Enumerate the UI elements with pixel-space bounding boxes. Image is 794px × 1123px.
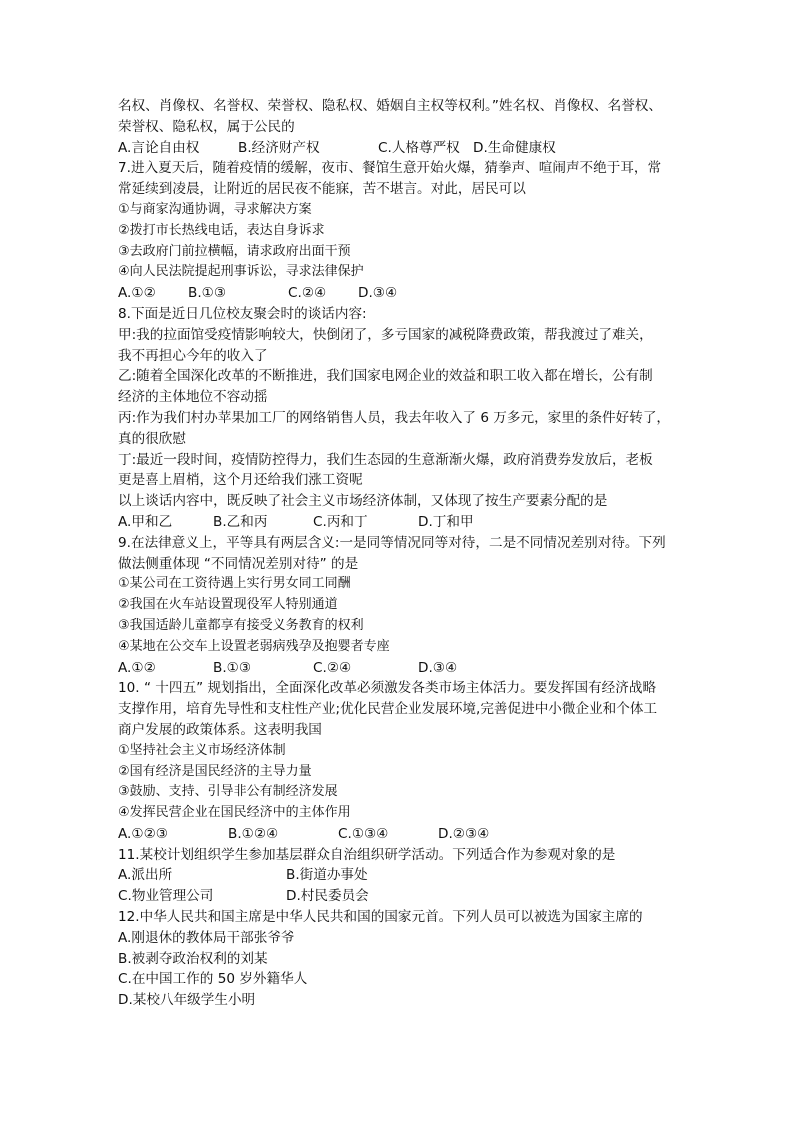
q9-item: ③我国适龄儿童都享有接受义务教育的权利 bbox=[118, 617, 364, 633]
option: A.①② bbox=[118, 285, 156, 302]
q9-stem-line: 做法侧重体现 “不同情况差别对待” 的是 bbox=[118, 555, 359, 572]
option: D.生命健康权 bbox=[473, 139, 556, 156]
q10-item: ④发挥民营企业在国民经济中的主体作用 bbox=[118, 805, 351, 821]
q10-item: ①坚持社会主义市场经济体制 bbox=[118, 742, 286, 758]
q7-options bbox=[118, 283, 684, 304]
q8-dialogue-line: 乙:随着全国深化改革的不断推进，我们国家电网企业的效益和职工收入都在增长，公有制 bbox=[118, 368, 653, 385]
q7-stem-line: 常延续到凌晨，让附近的居民夜不能寐，苦不堪言。对此，居民可以 bbox=[118, 181, 526, 198]
q6-options bbox=[118, 138, 684, 159]
option: D.村民委员会 bbox=[286, 888, 369, 905]
option: B.街道办事处 bbox=[286, 867, 368, 884]
option: D.③④ bbox=[418, 659, 458, 676]
q6-stem-line: 名权、肖像权、名誉权、荣誉权、隐私权、婚姻自主权等权利。”姓名权、肖像权、名誉权、 bbox=[118, 98, 662, 114]
q10-item: ②国有经济是国民经济的主导力量 bbox=[118, 763, 312, 779]
q10-options bbox=[118, 824, 684, 845]
q11-options-row bbox=[118, 886, 684, 907]
option: D.②③④ bbox=[438, 825, 490, 842]
q12-option: C.在中国工作的 50 岁外籍华人 bbox=[118, 971, 308, 988]
q6-stem-line: 荣誉权、隐私权，属于公民的 bbox=[118, 118, 295, 135]
q9-stem-line: 9.在法律意义上，平等具有两层含义:一是同等情况同等对待，二是不同情况差别对待。下列 bbox=[118, 534, 666, 551]
option: A.①② bbox=[118, 659, 156, 676]
q12-option: D.某校八年级学生小明 bbox=[118, 992, 256, 1009]
q7-item: ②拨打市长热线电话，表达自身诉求 bbox=[118, 222, 325, 238]
q11-options-row bbox=[118, 865, 684, 886]
q8-dialogue-line: 甲:我的拉面馆受疫情影响较大，快倒闭了，多亏国家的减税降费政策，帮我渡过了难关， bbox=[118, 326, 653, 343]
option: D.丁和甲 bbox=[418, 513, 474, 530]
q8-options bbox=[118, 512, 684, 533]
q10-item: ③鼓励、支持、引导非公有制经济发展 bbox=[118, 784, 338, 800]
option: C.丙和丁 bbox=[313, 513, 368, 530]
q8-dialogue-line: 丙:作为我们村办苹果加工厂的网络销售人员，我去年收入了 6 万多元，家里的条件好转了， bbox=[118, 409, 671, 426]
option: B.乙和丙 bbox=[213, 513, 268, 530]
q8-stem: 8.下面是近日几位校友聚会时的谈话内容: bbox=[118, 305, 367, 322]
q9-options bbox=[118, 658, 684, 679]
option: C.②④ bbox=[288, 285, 327, 302]
option: B.经济财产权 bbox=[238, 139, 320, 156]
option: A.①②③ bbox=[118, 825, 168, 842]
q12-option: A.刚退休的教体局干部张爷爷 bbox=[118, 929, 295, 946]
q8-dialogue-line: 我不再担心今年的收入了 bbox=[118, 347, 268, 364]
q10-stem-line: 支撑作用，培育先导性和支柱性产业;优化民营企业发展环境,完善促进中小微企业和个体工 bbox=[118, 701, 658, 718]
option: B.①③ bbox=[213, 659, 252, 676]
option: C.物业管理公司 bbox=[118, 888, 214, 905]
q7-item: ①与商家沟通协调，寻求解决方案 bbox=[118, 201, 312, 217]
q9-item: ④某地在公交车上设置老弱病残孕及抱婴者专座 bbox=[118, 638, 390, 654]
q12-stem: 12.中华人民共和国主席是中华人民共和国的国家元首。下列人员可以被选为国家主席的 bbox=[118, 909, 643, 926]
q10-stem-line: 10. “ 十四五” 规划指出，全面深化改革必须激发各类市场主体活力。要发挥国有经济战略 bbox=[118, 680, 657, 697]
option: A.言论自由权 bbox=[118, 139, 200, 156]
option: B.①③ bbox=[188, 285, 227, 302]
q8-dialogue-line: 丁:最近一段时间，疫情防控得力，我们生态园的生意渐渐火爆，政府消费券发放后，老板 bbox=[118, 451, 653, 468]
q9-item: ①某公司在工资待遇上实行男女同工同酬 bbox=[118, 576, 351, 592]
q10-stem-line: 商户发展的政策体系。这表明我国 bbox=[118, 721, 322, 738]
q8-dialogue-line: 经济的主体地位不容动摇 bbox=[118, 389, 268, 406]
option: A.派出所 bbox=[118, 867, 173, 884]
q12-option: B.被剥夺政治权利的刘某 bbox=[118, 950, 268, 967]
q8-question-line: 以上谈话内容中，既反映了社会主义市场经济体制，又体现了按生产要素分配的是 bbox=[118, 493, 608, 510]
q8-dialogue-line: 真的很欣慰 bbox=[118, 430, 186, 447]
q7-item: ③去政府门前拉横幅，请求政府出面干预 bbox=[118, 243, 351, 259]
option: A.甲和乙 bbox=[118, 513, 173, 530]
q7-stem-line: 7.进入夏天后，随着疫情的缓解，夜市、餐馆生意开始火爆，猜拳声、喧闹声不绝于耳，常 bbox=[118, 160, 662, 177]
option: C.②④ bbox=[313, 659, 352, 676]
exam-content bbox=[118, 96, 684, 1011]
option: D.③④ bbox=[358, 285, 398, 302]
option: C.①③④ bbox=[338, 825, 389, 842]
q7-item: ④向人民法院提起刑事诉讼，寻求法律保护 bbox=[118, 264, 364, 280]
q8-dialogue-line: 更是喜上眉梢，这个月还给我们涨工资呢 bbox=[118, 472, 363, 489]
option: C.人格尊严权 bbox=[378, 139, 460, 156]
q11-stem: 11.某校计划组织学生参加基层群众自治组织研学活动。下列适合作为参观对象的是 bbox=[118, 846, 616, 863]
option: B.①②④ bbox=[228, 825, 279, 842]
q9-item: ②我国在火车站设置现役军人特别通道 bbox=[118, 597, 338, 613]
